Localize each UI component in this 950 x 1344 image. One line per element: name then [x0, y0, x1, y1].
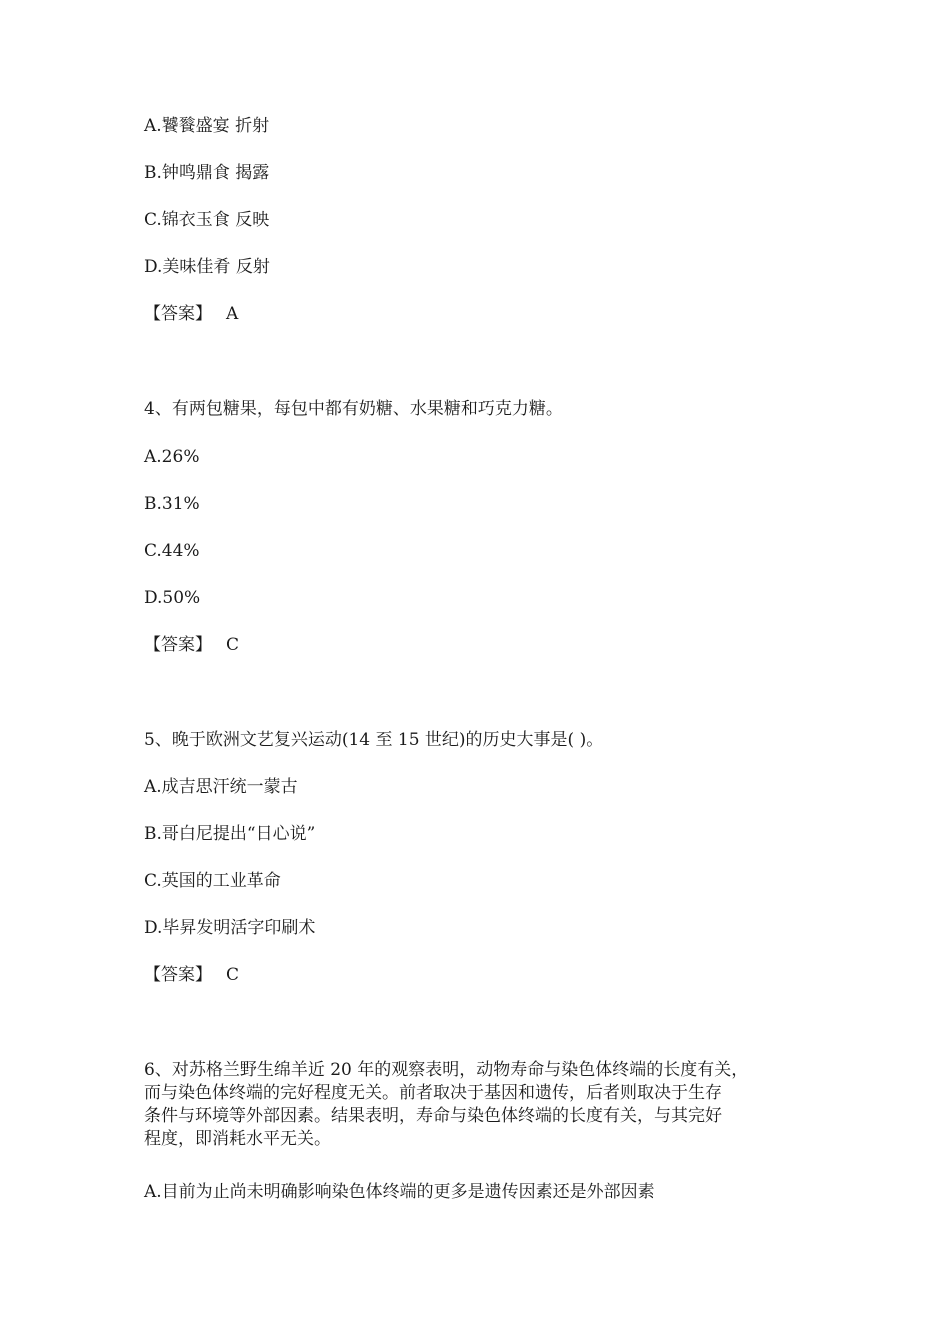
q4-answer: [144, 634, 239, 656]
q5-answer-label: 【答案】: [144, 965, 212, 985]
q3-option-b: B.钟鸣鼎食 揭露: [144, 163, 270, 183]
q4-option-a: A.26%: [144, 447, 200, 467]
q3-option-d: D.美味佳肴 反射: [144, 257, 270, 277]
q5-option-b: B.哥白尼提出“日心说”: [144, 824, 316, 844]
q5-answer: [144, 964, 239, 986]
q4-option-b: B.31%: [144, 494, 200, 514]
q3-answer-label: 【答案】: [144, 304, 212, 324]
q4-stem: 4、有两包糖果，每包中都有奶糖、水果糖和巧克力糖。: [144, 399, 563, 419]
q3-answer: [144, 303, 238, 325]
q6-stem: [144, 1059, 824, 1151]
q4-option-c: C.44%: [144, 541, 200, 561]
q3-option-c: C.锦衣玉食 反映: [144, 210, 270, 230]
q3-answer-value: A: [226, 304, 239, 324]
q6-stem-line: 程度，即消耗水平无关。: [144, 1129, 331, 1149]
q6-stem-line: 而与染色体终端的完好程度无关。前者取决于基因和遗传，后者则取决于生存: [144, 1083, 722, 1103]
q3-option-a: A.饕餮盛宴 折射: [144, 116, 270, 136]
q5-option-d: D.毕昇发明活字印刷术: [144, 918, 316, 938]
q6-stem-line: 条件与环境等外部因素。结果表明，寿命与染色体终端的长度有关，与其完好: [144, 1106, 722, 1126]
q4-option-d: D.50%: [144, 588, 201, 608]
q4-answer-label: 【答案】: [144, 635, 212, 655]
q5-answer-value: C: [226, 965, 240, 985]
q5-option-a: A.成吉思汗统一蒙古: [144, 777, 298, 797]
q6-stem-line: 6、对苏格兰野生绵羊近 20 年的观察表明，动物寿命与染色体终端的长度有关，: [144, 1060, 749, 1080]
q6-option-a: A.目前为止尚未明确影响染色体终端的更多是遗传因素还是外部因素: [144, 1182, 655, 1202]
q5-stem: 5、晚于欧洲文艺复兴运动(14 至 15 世纪)的历史大事是( )。: [144, 730, 604, 750]
q4-answer-value: C: [226, 635, 240, 655]
q5-option-c: C.英国的工业革命: [144, 871, 281, 891]
